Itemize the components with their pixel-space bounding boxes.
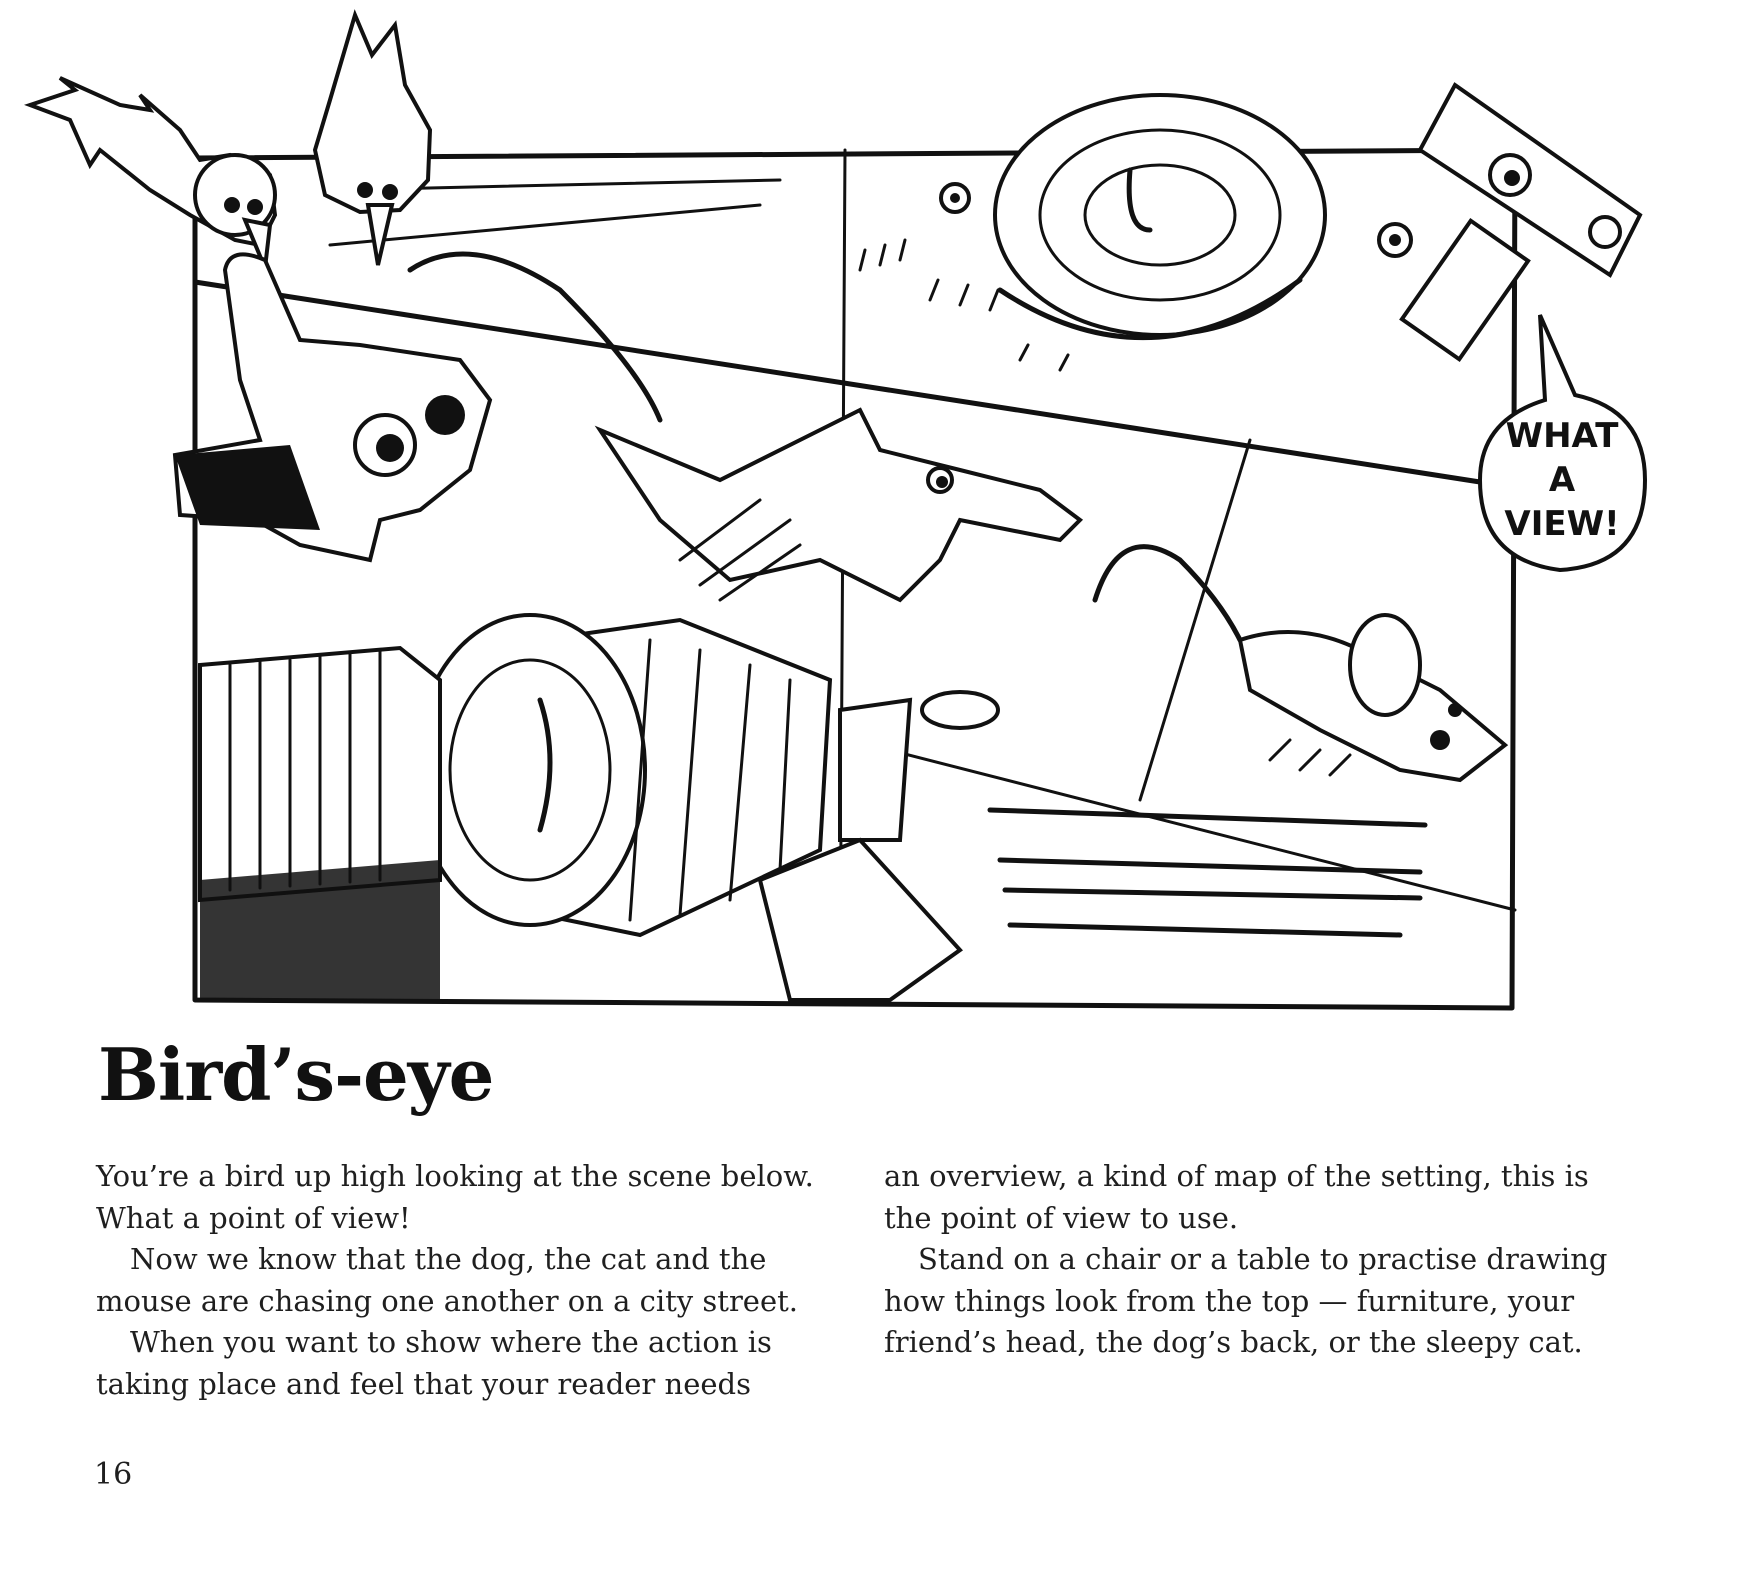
speech-bubble — [1480, 315, 1645, 570]
bird-top — [315, 15, 430, 265]
trash-can-top — [995, 95, 1325, 338]
paragraph-3-start: When you want to show where the action is taking place and feel that your reader needs — [96, 1325, 772, 1401]
paragraph-4: Stand on a chair or a table to practise drawing how things look from the top — furniture, your friend’s head, the dog’s back, or the sleepy cat. — [884, 1242, 1608, 1359]
wooden-crate — [200, 648, 440, 1000]
flower-right — [1379, 224, 1411, 256]
right-text-column — [884, 1156, 1624, 1364]
page-title: Bird’s-eye — [98, 1032, 494, 1117]
speech-bubble-line-1: WHAT — [1505, 416, 1619, 456]
speech-bubble-line-3: VIEW! — [1504, 504, 1620, 544]
left-text-column — [96, 1156, 836, 1405]
tin-can — [840, 692, 998, 840]
flower-left — [941, 184, 969, 212]
paragraph-3-end: an overview, a kind of map of the setting, this is the point of view to use. — [884, 1159, 1589, 1235]
dog-drawing — [175, 254, 490, 560]
speech-bubble-line-2: A — [1548, 460, 1576, 500]
cat-drawing — [410, 254, 1080, 600]
paragraph-2: Now we know that the dog, the cat and the mouse are chasing one another on a city street. — [96, 1242, 799, 1318]
camera-drawing — [1402, 85, 1640, 359]
paragraph-1: You’re a bird up high looking at the scene below. What a point of view! — [96, 1159, 814, 1235]
bird-left — [30, 78, 275, 268]
sidewalk-crack — [1140, 440, 1250, 800]
page-number: 16 — [94, 1457, 133, 1492]
crosswalk-stripes — [990, 810, 1425, 935]
